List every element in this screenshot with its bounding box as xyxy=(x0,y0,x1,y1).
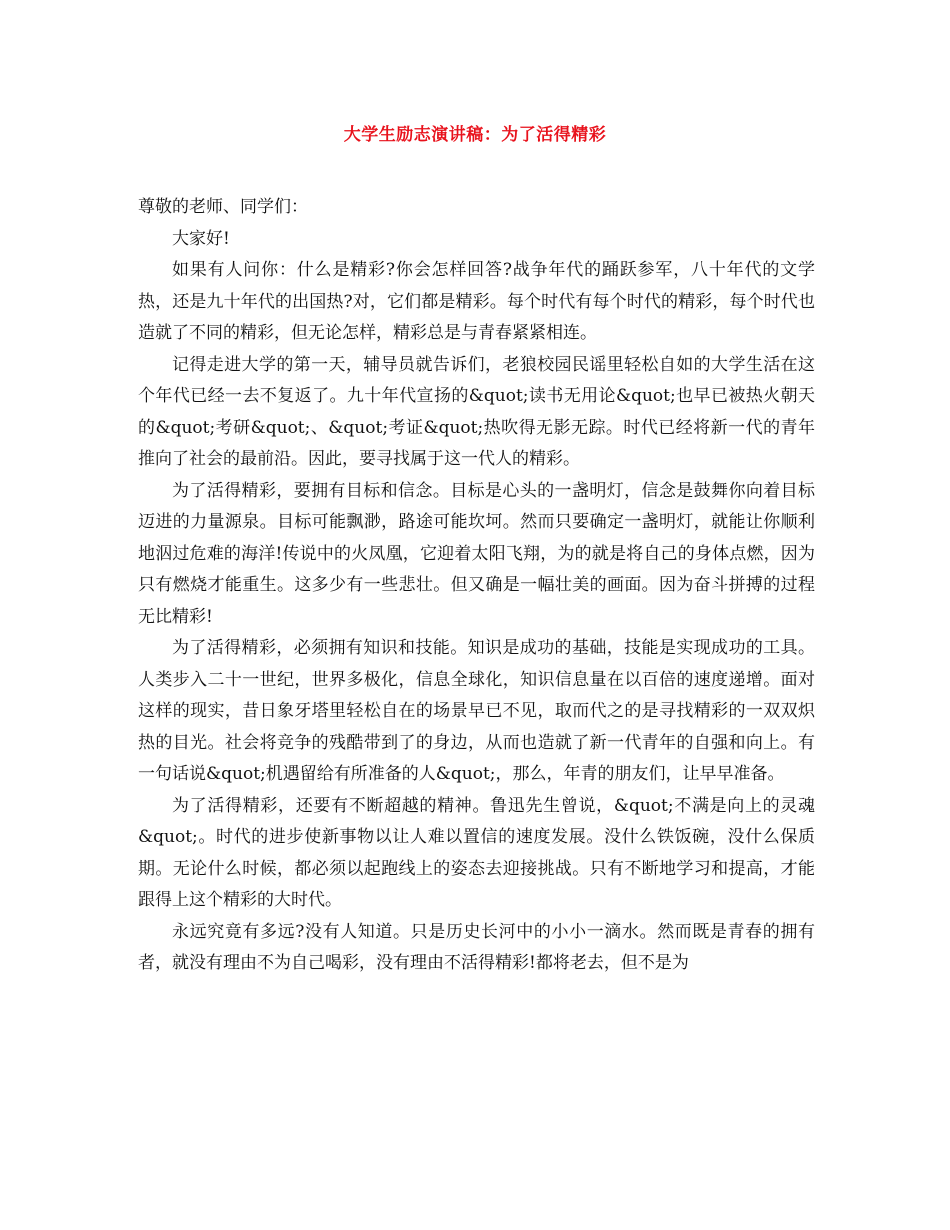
paragraph-knowledge-skills: 为了活得精彩，必须拥有知识和技能。知识是成功的基础，技能是实现成功的工具。人类步入二十一世纪，世界多极化，信息全球化，知识信息量在以百倍的速度递增。面对这样的现实，昔日象牙塔里轻松自在的场景早已不见，取而代之的是寻找精彩的一双双炽热的目光。社会将竞争的残酷带到了的身边，从而也造就了新一代青年的自强和向上。有一句话说&quot;机遇留给有所准备的人&quot;，那么，年青的朋友们，让早早准备。 xyxy=(138,638,815,784)
paragraph-what-is-wonderful: 如果有人问你：什么是精彩?你会怎样回答?战争年代的踊跃参军，八十年代的文学热，还是九十年代的出国热?对，它们都是精彩。每个时代有每个时代的精彩，每个时代也造就了不同的精彩，但无论怎样，精彩总是与青春紧紧相连。 xyxy=(138,260,815,343)
paragraph-greeting: 大家好! xyxy=(172,228,230,249)
paragraph-forever: 永远究竟有多远?没有人知道。只是历史长河中的小小一滴水。然而既是青春的拥有者，就没有理由不为自己喝彩，没有理由不活得精彩!都将老去，但不是为 xyxy=(138,921,815,973)
paragraph-first-day: 记得走进大学的第一天，辅导员就告诉们，老狼校园民谣里轻松自如的大学生活在这个年代已经一去不复返了。九十年代宣扬的&quot;读书无用论&quot;也早已被热火朝天的&quot;考研&quot;、&quot;考证&quot;热吹得无影无踪。时代已经将新一代的青年推向了社会的最前沿。因此，要寻找属于这一代人的精彩。 xyxy=(138,354,815,469)
document-body xyxy=(138,192,815,980)
document-title: 大学生励志演讲稿：为了活得精彩 xyxy=(343,125,607,145)
salutation: 尊敬的老师、同学们： xyxy=(138,197,308,217)
paragraph-surpassing-spirit: 为了活得精彩，还要有不断超越的精神。鲁迅先生曾说，&quot;不满是向上的灵魂&quot;。时代的进步使新事物以让人难以置信的速度发展。没什么铁饭碗，没什么保质期。无论什么时候，都必须以起跑线上的姿态去迎接挑战。只有不断地学习和提高，才能跟得上这个精彩的大时代。 xyxy=(138,795,815,910)
paragraph-goals-beliefs: 为了活得精彩，要拥有目标和信念。目标是心头的一盏明灯，信念是鼓舞你向着目标迈进的力量源泉。目标可能飘渺，路途可能坎坷。然而只要确定一盏明灯，就能让你顺利地泅过危难的海洋!传说中的火凤凰，它迎着太阳飞翔，为的就是将自己的身体点燃，因为只有燃烧才能重生。这多少有一些悲壮。但又确是一幅壮美的画面。因为奋斗拼搏的过程无比精彩! xyxy=(138,480,815,627)
